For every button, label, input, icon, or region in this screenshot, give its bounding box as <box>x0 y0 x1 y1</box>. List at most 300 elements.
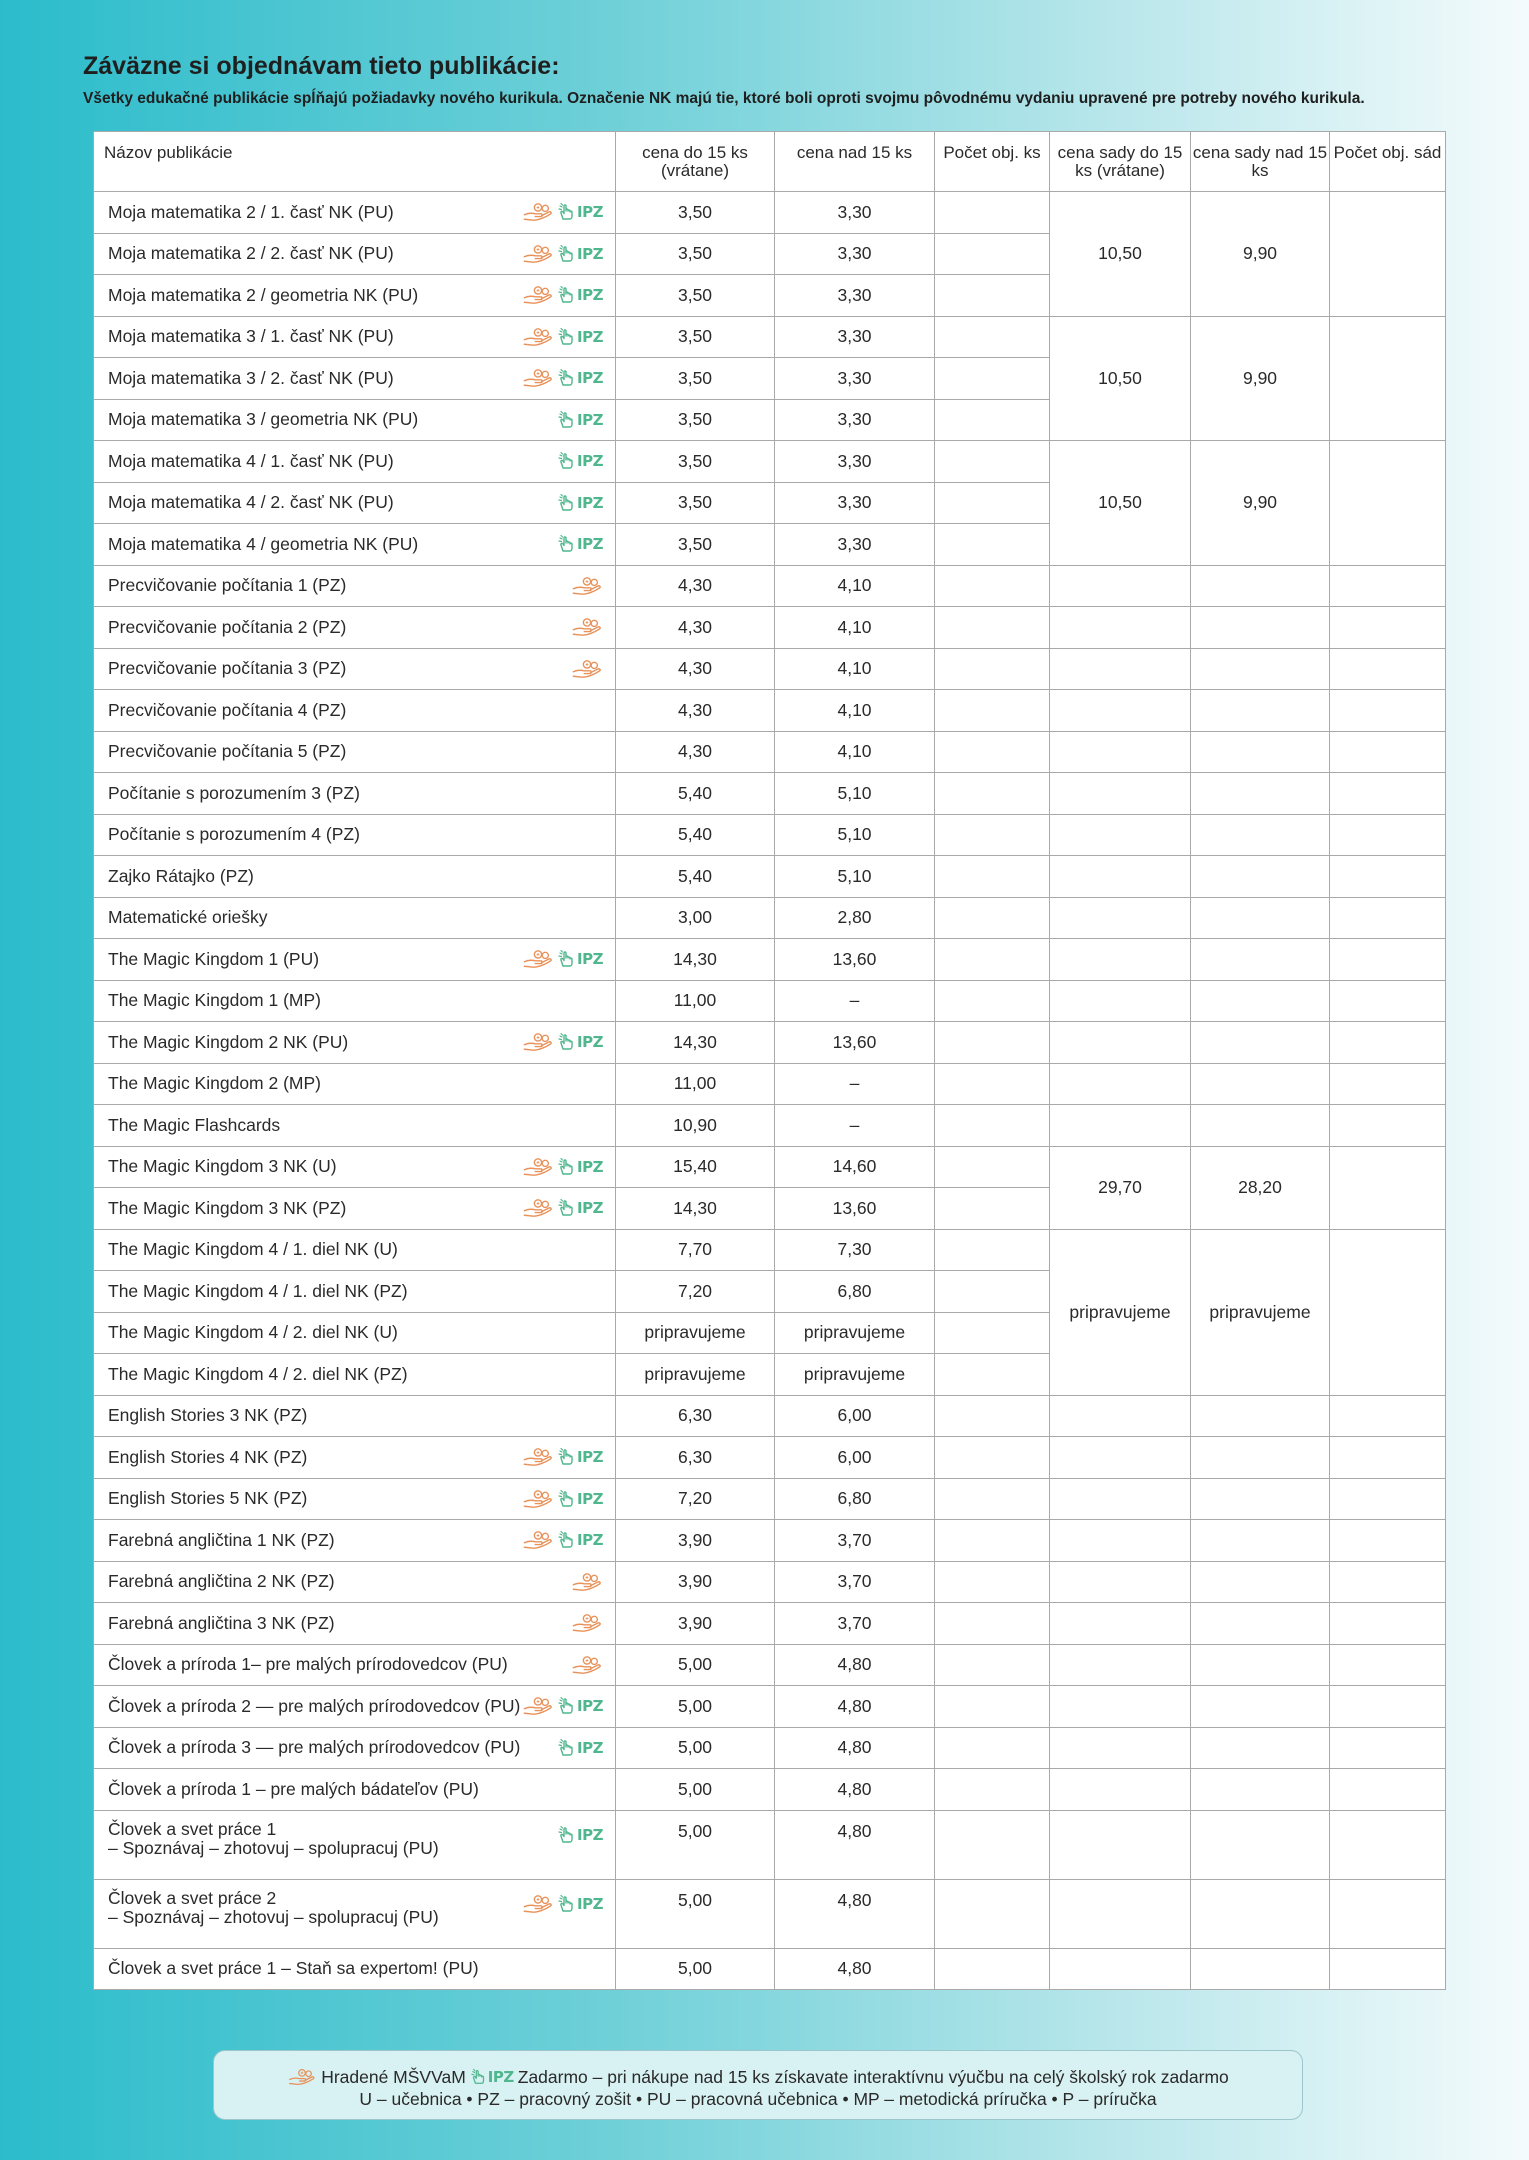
publication-name-cell <box>94 399 616 441</box>
qty-input-cell[interactable] <box>935 1188 1050 1230</box>
ipz-icon <box>557 244 603 264</box>
publication-name-cell <box>94 1644 616 1686</box>
publication-name-cell <box>94 1520 616 1562</box>
set-price-to-15-cell: 29,70 <box>1050 1146 1191 1229</box>
qty-input-cell[interactable] <box>935 1769 1050 1811</box>
ipz-icon <box>557 1530 603 1550</box>
publication-name-cell <box>94 1271 616 1313</box>
qty-input-cell[interactable] <box>935 358 1050 400</box>
table-row <box>94 1879 1446 1948</box>
publication-name: The Magic Kingdom 4 / 2. diel NK (PZ) <box>108 1363 408 1384</box>
set-price-over-15-cell <box>1191 897 1330 939</box>
ipz-icon <box>557 493 603 513</box>
table-row <box>94 1105 1446 1147</box>
publication-name: The Magic Kingdom 2 NK (PU) <box>108 1031 349 1052</box>
table-row <box>94 1478 1446 1520</box>
price-over-15-cell: 3,30 <box>775 482 935 524</box>
price-to-15-cell: 5,00 <box>616 1810 775 1879</box>
qty-input-cell[interactable] <box>935 814 1050 856</box>
table-row <box>94 316 1446 358</box>
qty-input-cell[interactable] <box>935 1229 1050 1271</box>
row-icons <box>571 659 603 679</box>
qty-input-cell[interactable] <box>935 524 1050 566</box>
price-over-15-cell: 3,70 <box>775 1603 935 1645</box>
hand-coins-icon <box>522 1894 554 1914</box>
ipz-label: IPZ <box>577 950 603 969</box>
set-qty-input-cell[interactable] <box>1330 648 1446 690</box>
qty-input-cell[interactable] <box>935 1063 1050 1105</box>
price-over-15-cell: pripravujeme <box>775 1354 935 1396</box>
price-to-15-cell: 3,90 <box>616 1603 775 1645</box>
publication-name-cell <box>94 939 616 981</box>
qty-input-cell[interactable] <box>935 856 1050 898</box>
publication-name: Moja matematika 2 / 2. časť NK (PU) <box>108 243 394 264</box>
table-row <box>94 1229 1446 1271</box>
price-over-15-cell: 4,10 <box>775 565 935 607</box>
set-price-to-15-cell <box>1050 1105 1191 1147</box>
price-to-15-cell: 5,40 <box>616 856 775 898</box>
page-subtitle: Všetky edukačné publikácie spĺňajú požiadavky nového kurikula. Označenie NK majú tie, ktoré boli oproti svojmu pôvodnému vydaniu upravené pre potreby nového kurikula. <box>83 90 1365 107</box>
qty-input-cell[interactable] <box>935 316 1050 358</box>
legend-free-text: Zadarmo – pri nákupe nad 15 ks získavate interaktívnu výučbu na celý školský rok zadarmo <box>517 2067 1229 2087</box>
qty-input-cell[interactable] <box>935 1271 1050 1313</box>
set-qty-input-cell[interactable] <box>1330 1105 1446 1147</box>
publication-name-cell <box>94 1063 616 1105</box>
table-row <box>94 1603 1446 1645</box>
price-over-15-cell: 3,30 <box>775 275 935 317</box>
table-row <box>94 1727 1446 1769</box>
qty-input-cell[interactable] <box>935 441 1050 483</box>
price-to-15-cell: 3,50 <box>616 192 775 234</box>
ipz-label: IPZ <box>577 1157 603 1176</box>
set-price-over-15-cell <box>1191 1437 1330 1479</box>
set-price-to-15-cell <box>1050 1603 1191 1645</box>
publication-name: Precvičovanie počítania 1 (PZ) <box>108 575 347 596</box>
ipz-icon <box>557 1198 603 1218</box>
publication-name-cell <box>94 1437 616 1479</box>
set-price-to-15-cell <box>1050 1437 1191 1479</box>
pointer-hand-icon <box>557 949 577 969</box>
price-to-15-cell: 3,50 <box>616 399 775 441</box>
row-icons <box>522 368 603 388</box>
price-to-15-cell: 7,20 <box>616 1271 775 1313</box>
legend-paid-text: Hradené MŠVVaM <box>321 2067 466 2087</box>
set-price-to-15-cell <box>1050 814 1191 856</box>
set-qty-input-cell[interactable] <box>1330 607 1446 649</box>
publication-name: The Magic Flashcards <box>108 1114 281 1135</box>
set-price-to-15-cell <box>1050 980 1191 1022</box>
pointer-hand-icon <box>557 1894 577 1914</box>
row-icons <box>522 949 603 969</box>
table-row <box>94 690 1446 732</box>
price-to-15-cell: 3,90 <box>616 1520 775 1562</box>
price-to-15-cell: pripravujeme <box>616 1312 775 1354</box>
table-row <box>94 1395 1446 1437</box>
set-qty-input-cell[interactable] <box>1330 1727 1446 1769</box>
col-header-name: Názov publikácie <box>94 132 616 192</box>
qty-input-cell[interactable] <box>935 690 1050 732</box>
set-price-over-15-cell <box>1191 1879 1330 1948</box>
set-price-over-15-cell <box>1191 939 1330 981</box>
price-to-15-cell: 7,70 <box>616 1229 775 1271</box>
pointer-hand-icon <box>557 1032 577 1052</box>
row-icons <box>522 1530 603 1550</box>
set-qty-input-cell[interactable] <box>1330 1063 1446 1105</box>
ipz-label: IPZ <box>577 1825 603 1844</box>
publication-name: The Magic Kingdom 1 (MP) <box>108 990 321 1011</box>
publication-name-cell <box>94 856 616 898</box>
ipz-icon <box>470 2066 514 2088</box>
qty-input-cell[interactable] <box>935 1312 1050 1354</box>
price-to-15-cell: 3,50 <box>616 233 775 275</box>
table-row <box>94 856 1446 898</box>
publication-name-cell <box>94 1561 616 1603</box>
qty-input-cell[interactable] <box>935 980 1050 1022</box>
qty-input-cell[interactable] <box>935 731 1050 773</box>
set-qty-input-cell[interactable] <box>1330 980 1446 1022</box>
price-over-15-cell: – <box>775 1063 935 1105</box>
set-price-to-15-cell <box>1050 1395 1191 1437</box>
hand-coins-icon <box>522 1198 554 1218</box>
price-to-15-cell: 14,30 <box>616 1022 775 1064</box>
ipz-label: IPZ <box>577 1033 603 1052</box>
ipz-label: IPZ <box>577 1199 603 1218</box>
qty-input-cell[interactable] <box>935 1395 1050 1437</box>
price-to-15-cell: 5,40 <box>616 773 775 815</box>
publication-name-cell <box>94 275 616 317</box>
set-qty-input-cell[interactable] <box>1330 1022 1446 1064</box>
qty-input-cell[interactable] <box>935 773 1050 815</box>
set-price-over-15-cell <box>1191 1769 1330 1811</box>
pointer-hand-icon <box>557 451 577 471</box>
table-row <box>94 939 1446 981</box>
qty-input-cell[interactable] <box>935 482 1050 524</box>
ipz-label: IPZ <box>577 327 603 346</box>
hand-coins-icon <box>522 285 554 305</box>
ipz-icon <box>557 202 603 222</box>
set-price-over-15-cell <box>1191 773 1330 815</box>
ipz-icon <box>557 1825 603 1845</box>
price-to-15-cell: 3,50 <box>616 524 775 566</box>
qty-input-cell[interactable] <box>935 1948 1050 1990</box>
publication-name: The Magic Kingdom 3 NK (U) <box>108 1156 337 1177</box>
qty-input-cell[interactable] <box>935 192 1050 234</box>
qty-input-cell[interactable] <box>935 1686 1050 1728</box>
row-icons <box>522 1198 603 1218</box>
qty-input-cell[interactable] <box>935 1105 1050 1147</box>
price-to-15-cell: 5,00 <box>616 1727 775 1769</box>
set-qty-input-cell[interactable] <box>1330 441 1446 566</box>
row-icons <box>557 410 603 430</box>
set-qty-input-cell[interactable] <box>1330 1437 1446 1479</box>
table-row <box>94 1063 1446 1105</box>
price-over-15-cell: 6,80 <box>775 1271 935 1313</box>
set-price-to-15-cell <box>1050 773 1191 815</box>
hand-coins-icon <box>522 1530 554 1550</box>
publication-name-cell <box>94 814 616 856</box>
price-over-15-cell: 13,60 <box>775 1022 935 1064</box>
price-over-15-cell: 3,30 <box>775 524 935 566</box>
price-over-15-cell: 7,30 <box>775 1229 935 1271</box>
set-price-to-15-cell <box>1050 607 1191 649</box>
publication-name: Moja matematika 3 / geometria NK (PU) <box>108 409 419 430</box>
set-qty-input-cell[interactable] <box>1330 1948 1446 1990</box>
set-price-to-15-cell <box>1050 731 1191 773</box>
table-row <box>94 565 1446 607</box>
hand-coins-icon <box>522 368 554 388</box>
pointer-hand-icon <box>557 368 577 388</box>
publication-name-cell <box>94 1105 616 1147</box>
set-qty-input-cell[interactable] <box>1330 316 1446 441</box>
set-price-over-15-cell <box>1191 731 1330 773</box>
set-price-to-15-cell <box>1050 1948 1191 1990</box>
set-qty-input-cell[interactable] <box>1330 814 1446 856</box>
price-to-15-cell: 14,30 <box>616 1188 775 1230</box>
pointer-hand-icon <box>557 534 577 554</box>
set-price-over-15-cell <box>1191 1520 1330 1562</box>
price-to-15-cell: 4,30 <box>616 607 775 649</box>
set-qty-input-cell[interactable] <box>1330 1520 1446 1562</box>
price-over-15-cell: 6,00 <box>775 1437 935 1479</box>
qty-input-cell[interactable] <box>935 1879 1050 1948</box>
price-to-15-cell: 14,30 <box>616 939 775 981</box>
ipz-label: IPZ <box>577 1697 603 1716</box>
price-to-15-cell: 5,00 <box>616 1948 775 1990</box>
qty-input-cell[interactable] <box>935 1810 1050 1879</box>
qty-input-cell[interactable] <box>935 1603 1050 1645</box>
page-title: Záväzne si objednávam tieto publikácie: <box>83 52 560 80</box>
price-over-15-cell: 6,80 <box>775 1478 935 1520</box>
ipz-icon <box>557 1032 603 1052</box>
ipz-icon <box>557 451 603 471</box>
price-over-15-cell: 4,80 <box>775 1644 935 1686</box>
publication-name-cell <box>94 1769 616 1811</box>
set-qty-input-cell[interactable] <box>1330 1603 1446 1645</box>
qty-input-cell[interactable] <box>935 1022 1050 1064</box>
table-row <box>94 1437 1446 1479</box>
row-icons <box>522 244 603 264</box>
hand-coins-icon <box>571 576 603 596</box>
row-icons <box>557 1738 603 1758</box>
set-qty-input-cell[interactable] <box>1330 192 1446 317</box>
set-price-over-15-cell <box>1191 814 1330 856</box>
price-to-15-cell: 10,90 <box>616 1105 775 1147</box>
set-price-to-15-cell <box>1050 897 1191 939</box>
set-price-over-15-cell <box>1191 1644 1330 1686</box>
ipz-label: IPZ <box>577 1531 603 1550</box>
hand-coins-icon <box>571 617 603 637</box>
price-to-15-cell: 11,00 <box>616 980 775 1022</box>
hand-coins-icon <box>522 202 554 222</box>
table-row <box>94 897 1446 939</box>
publication-name: Človek a svet práce 1 – Spoznávaj – zhotovuj – spolupracuj (PU) <box>108 1818 439 1858</box>
set-price-over-15-cell <box>1191 1063 1330 1105</box>
set-price-to-15-cell <box>1050 1810 1191 1879</box>
publication-name: Človek a príroda 1– pre malých prírodovedcov (PU) <box>108 1654 508 1675</box>
publication-name-cell <box>94 482 616 524</box>
set-qty-input-cell[interactable] <box>1330 690 1446 732</box>
set-price-over-15-cell <box>1191 1948 1330 1990</box>
row-icons <box>522 327 603 347</box>
set-qty-input-cell[interactable] <box>1330 1561 1446 1603</box>
qty-input-cell[interactable] <box>935 275 1050 317</box>
publication-name: The Magic Kingdom 4 / 2. diel NK (U) <box>108 1322 398 1343</box>
price-over-15-cell: 13,60 <box>775 939 935 981</box>
set-qty-input-cell[interactable] <box>1330 1395 1446 1437</box>
ipz-label: IPZ <box>487 2068 514 2086</box>
row-icons <box>557 534 603 554</box>
publication-name: Počítanie s porozumením 4 (PZ) <box>108 824 360 845</box>
row-icons <box>571 1613 603 1633</box>
pointer-hand-icon <box>557 410 577 430</box>
set-qty-input-cell[interactable] <box>1330 1810 1446 1879</box>
set-qty-input-cell[interactable] <box>1330 565 1446 607</box>
price-over-15-cell: 3,30 <box>775 316 935 358</box>
table-row <box>94 441 1446 483</box>
pointer-hand-icon <box>557 1157 577 1177</box>
set-price-over-15-cell <box>1191 1105 1330 1147</box>
set-qty-input-cell[interactable] <box>1330 731 1446 773</box>
qty-input-cell[interactable] <box>935 1146 1050 1188</box>
col-header-price-over-15: cena nad 15 ks <box>775 132 935 192</box>
price-over-15-cell: 3,70 <box>775 1561 935 1603</box>
set-price-over-15-cell <box>1191 1022 1330 1064</box>
publication-name-cell <box>94 607 616 649</box>
publication-name-cell <box>94 1948 616 1990</box>
hand-coins-icon <box>522 949 554 969</box>
set-qty-input-cell[interactable] <box>1330 939 1446 981</box>
ipz-label: IPZ <box>577 493 603 512</box>
qty-input-cell[interactable] <box>935 648 1050 690</box>
row-icons <box>571 617 603 637</box>
publication-name-cell <box>94 897 616 939</box>
ipz-icon <box>557 1738 603 1758</box>
publication-name-cell <box>94 648 616 690</box>
qty-input-cell[interactable] <box>935 1520 1050 1562</box>
hand-coins-icon <box>571 1572 603 1592</box>
qty-input-cell[interactable] <box>935 233 1050 275</box>
publication-name: Farebná angličtina 1 NK (PZ) <box>108 1529 335 1550</box>
price-to-15-cell: 3,90 <box>616 1561 775 1603</box>
hand-coins-icon <box>571 1613 603 1633</box>
qty-input-cell[interactable] <box>935 897 1050 939</box>
price-over-15-cell: pripravujeme <box>775 1312 935 1354</box>
row-icons <box>571 576 603 596</box>
set-price-over-15-cell <box>1191 856 1330 898</box>
publication-name: Farebná angličtina 3 NK (PZ) <box>108 1612 335 1633</box>
price-to-15-cell: 3,50 <box>616 316 775 358</box>
qty-input-cell[interactable] <box>935 939 1050 981</box>
set-price-over-15-cell <box>1191 565 1330 607</box>
row-icons <box>522 1696 603 1716</box>
price-over-15-cell: 5,10 <box>775 814 935 856</box>
publication-name: Moja matematika 4 / 1. časť NK (PU) <box>108 450 394 471</box>
ipz-icon <box>557 285 603 305</box>
set-qty-input-cell[interactable] <box>1330 1478 1446 1520</box>
row-icons <box>571 1655 603 1675</box>
set-price-over-15-cell <box>1191 1686 1330 1728</box>
table-row <box>94 648 1446 690</box>
ipz-icon <box>557 1696 603 1716</box>
price-over-15-cell: 4,80 <box>775 1810 935 1879</box>
set-price-to-15-cell <box>1050 1769 1191 1811</box>
qty-input-cell[interactable] <box>935 1561 1050 1603</box>
qty-input-cell[interactable] <box>935 565 1050 607</box>
pointer-hand-icon <box>557 1738 577 1758</box>
qty-input-cell[interactable] <box>935 1354 1050 1396</box>
table-header-row <box>94 132 1446 192</box>
price-to-15-cell: 3,00 <box>616 897 775 939</box>
set-qty-input-cell[interactable] <box>1330 856 1446 898</box>
price-to-15-cell: 6,30 <box>616 1437 775 1479</box>
publication-name: Moja matematika 3 / 1. časť NK (PU) <box>108 326 394 347</box>
price-over-15-cell: 4,80 <box>775 1769 935 1811</box>
qty-input-cell[interactable] <box>935 607 1050 649</box>
publication-name-cell <box>94 1810 616 1879</box>
qty-input-cell[interactable] <box>935 399 1050 441</box>
pointer-hand-icon <box>557 1530 577 1550</box>
legend-abbreviations: U – učebnica • PZ – pracovný zošit • PU – pracovná učebnica • MP – metodická príručka • P – príručka <box>359 2089 1157 2109</box>
set-qty-input-cell[interactable] <box>1330 1644 1446 1686</box>
qty-input-cell[interactable] <box>935 1437 1050 1479</box>
set-qty-input-cell[interactable] <box>1330 1686 1446 1728</box>
publication-name-cell <box>94 1354 616 1396</box>
price-over-15-cell: 4,10 <box>775 690 935 732</box>
set-qty-input-cell[interactable] <box>1330 897 1446 939</box>
price-to-15-cell: 5,40 <box>616 814 775 856</box>
set-qty-input-cell[interactable] <box>1330 1769 1446 1811</box>
price-to-15-cell: pripravujeme <box>616 1354 775 1396</box>
publication-name: Moja matematika 2 / 1. časť NK (PU) <box>108 201 394 222</box>
legend-line-paid-free <box>214 2066 1302 2088</box>
price-over-15-cell: 5,10 <box>775 856 935 898</box>
col-header-set-qty: Počet obj. sád <box>1330 132 1446 192</box>
set-price-over-15-cell <box>1191 648 1330 690</box>
qty-input-cell[interactable] <box>935 1727 1050 1769</box>
table-row <box>94 731 1446 773</box>
publication-name-cell <box>94 1395 616 1437</box>
hand-coins-icon <box>522 1489 554 1509</box>
set-qty-input-cell[interactable] <box>1330 773 1446 815</box>
publication-name: Človek a príroda 3 — pre malých prírodovedcov (PU) <box>108 1737 521 1758</box>
publication-name-cell <box>94 1188 616 1230</box>
qty-input-cell[interactable] <box>935 1644 1050 1686</box>
price-to-15-cell: 7,20 <box>616 1478 775 1520</box>
row-icons <box>522 285 603 305</box>
publication-name: Zajko Rátajko (PZ) <box>108 865 254 886</box>
set-price-to-15-cell <box>1050 1561 1191 1603</box>
col-header-qty: Počet obj. ks <box>935 132 1050 192</box>
set-qty-input-cell[interactable] <box>1330 1879 1446 1948</box>
set-price-over-15-cell: 9,90 <box>1191 316 1330 441</box>
ipz-label: IPZ <box>577 1738 603 1757</box>
price-over-15-cell: 4,80 <box>775 1686 935 1728</box>
price-to-15-cell: 3,50 <box>616 358 775 400</box>
set-qty-input-cell[interactable] <box>1330 1229 1446 1395</box>
price-over-15-cell: – <box>775 1105 935 1147</box>
ipz-label: IPZ <box>577 1894 603 1913</box>
ipz-icon <box>557 1894 603 1914</box>
price-over-15-cell: 3,70 <box>775 1520 935 1562</box>
set-qty-input-cell[interactable] <box>1330 1146 1446 1229</box>
price-to-15-cell: 4,30 <box>616 690 775 732</box>
qty-input-cell[interactable] <box>935 1478 1050 1520</box>
set-price-over-15-cell: 9,90 <box>1191 192 1330 317</box>
publication-name: English Stories 5 NK (PZ) <box>108 1488 308 1509</box>
publication-name-cell <box>94 524 616 566</box>
price-over-15-cell: 4,80 <box>775 1727 935 1769</box>
pointer-hand-icon <box>557 493 577 513</box>
